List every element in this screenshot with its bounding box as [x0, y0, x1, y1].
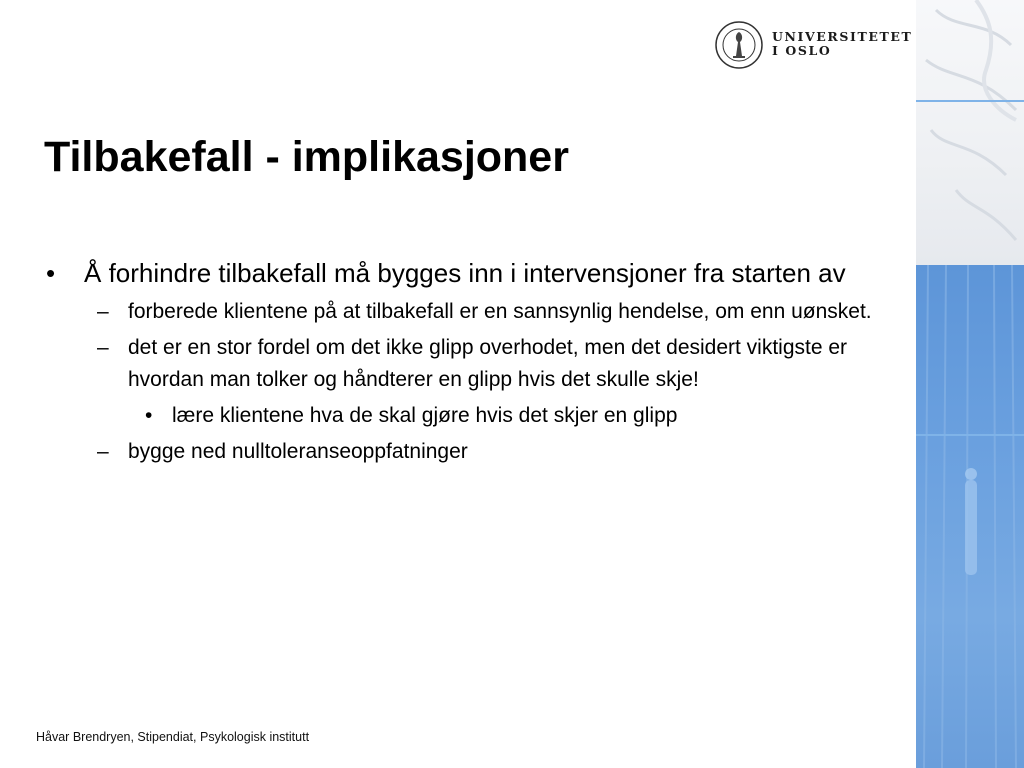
- university-name-line2: I OSLO: [772, 43, 832, 58]
- strip-divider-line: [916, 434, 1024, 436]
- bullet-marker: •: [46, 258, 56, 288]
- slide-title: Tilbakefall - implikasjoner: [44, 133, 569, 181]
- sub-bullet-item: [44, 332, 894, 396]
- dash-marker: –: [97, 336, 109, 359]
- university-seal-icon: [714, 20, 764, 70]
- sub-sub-bullet-text: lære klientene hva de skal gjøre hvis det skjer en glipp: [172, 404, 678, 427]
- bullet-item: [44, 256, 894, 290]
- decorative-side-strip: [916, 0, 1024, 768]
- university-name-line1: UNIVERSITETET: [772, 29, 913, 44]
- slide-content: [44, 256, 894, 472]
- dash-marker: –: [97, 440, 109, 463]
- sub-bullet-item: [44, 436, 894, 468]
- strip-divider-line: [916, 100, 1024, 102]
- sub-bullet-text: det er en stor fordel om det ikke glipp overhodet, men det desidert viktigste er hvordan man tolker og håndterer en glipp hvis det skulle skje!: [128, 336, 848, 391]
- sub-sub-bullet-item: [44, 400, 894, 432]
- bullet-marker: •: [145, 404, 153, 427]
- sub-bullet-text: bygge ned nulltoleranseoppfatninger: [128, 440, 468, 463]
- sub-bullet-text: forberede klientene på at tilbakefall er en sannsynlig hendelse, om enn uønsket.: [128, 300, 872, 323]
- bullet-text: Å forhindre tilbakefall må bygges inn i intervensjoner fra starten av: [84, 258, 846, 288]
- sub-bullet-item: [44, 296, 894, 328]
- dash-marker: –: [97, 300, 109, 323]
- university-logo: [714, 20, 913, 72]
- slide-footer: Håvar Brendryen, Stipendiat, Psykologisk institutt: [36, 730, 310, 744]
- decorative-lines-graphic: [916, 0, 1024, 768]
- university-name: [772, 30, 912, 58]
